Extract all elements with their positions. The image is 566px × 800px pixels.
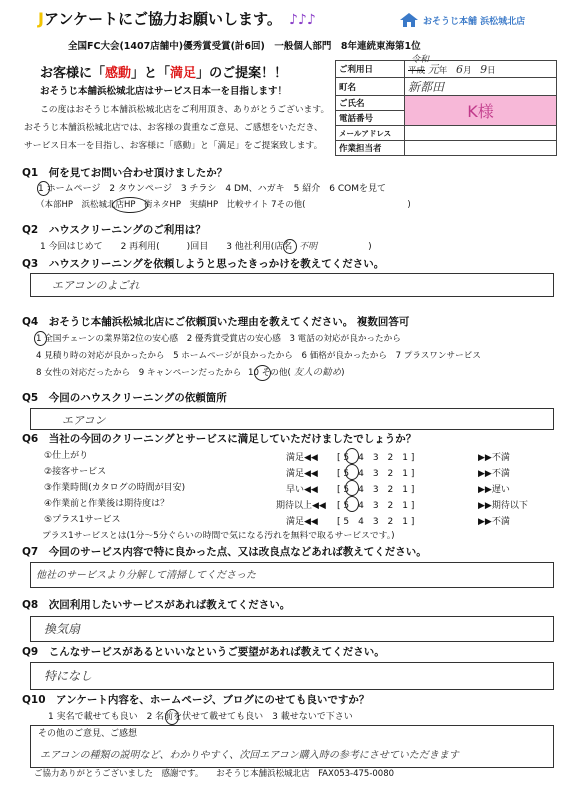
intro-line-4: サービス日本一を目指し、お客様に「感動」と「満足」をご提案致します。 bbox=[24, 141, 323, 151]
footer: ご協力ありがとうございました 感謝です。 おそうじ本舗浜松城北店 FAX053-475-0080 bbox=[34, 769, 395, 779]
header-title: アンケートにご協力お願いします。 bbox=[43, 10, 282, 28]
name-value[interactable]: K様 bbox=[405, 96, 557, 126]
q6-item-3-label: ③作業時間(カタログの時間が目安) bbox=[44, 483, 186, 493]
q7-answer: 他社のサービスより分解して清掃してくださった bbox=[36, 570, 256, 581]
proposal-line bbox=[40, 62, 287, 81]
q6-item-2-scale[interactable]: [ 5 4 3 2 1 ] bbox=[337, 469, 415, 479]
q6-item-3-right: ▶▶遅い bbox=[478, 485, 510, 495]
q10-other-answer: エアコンの種類の説明など、わかりやすく、次回エアコン購入時の参考にさせていただきます bbox=[40, 750, 459, 761]
q4-circle-10 bbox=[254, 365, 271, 381]
q9-question: Q9 こんなサービスがあるといいなというご要望があれば教えてください。 bbox=[22, 646, 385, 658]
award-line: 全国FC大会(1407店舗中)優秀賞受賞(計6回) 一般個人部門 8年連続東海第1位 bbox=[68, 41, 421, 52]
q6-item-3-circle bbox=[345, 480, 359, 496]
staff-row bbox=[336, 141, 557, 156]
q6-item-1-circle bbox=[345, 448, 359, 464]
q4-question: Q4 おそうじ本舗浜松城北店にご依頼頂いた理由を教えてください。 複数回答可 bbox=[22, 316, 410, 328]
q6-note: プラス1サービスとは(1分～5分ぐらいの時間で気になる汚れを無料で取るサービスです。) bbox=[42, 531, 395, 541]
town-value[interactable]: 新都田 bbox=[405, 78, 557, 96]
q6-item-5-right: ▶▶不満 bbox=[478, 517, 510, 527]
q7-question: Q7 今回のサービス内容で特に良かった点、又は改良点などあれば教えてください。 bbox=[22, 546, 427, 558]
q6-item-1-right: ▶▶不満 bbox=[478, 453, 510, 463]
q4-circle-1 bbox=[34, 331, 47, 346]
q8-answer-box[interactable] bbox=[30, 616, 554, 642]
q2-options[interactable] bbox=[40, 241, 372, 253]
town-label: 町名 bbox=[336, 78, 405, 96]
header-title-j: J bbox=[38, 9, 44, 28]
name-row bbox=[336, 96, 557, 111]
q6-item-4-scale[interactable]: [ 5 4 3 2 1 ] bbox=[337, 501, 415, 511]
q6-item-2-left: 満足◀◀ bbox=[286, 469, 318, 479]
q1-options[interactable]: 1 ホームページ 2 タウンページ 3 チラシ 4 DM、ハガキ 5 紹介 6 COMを見て bbox=[38, 184, 386, 194]
mail-label: メールアドレス bbox=[336, 126, 405, 141]
q4-line-3-text: 8 女性の対応だったから 9 キャンペーンだったから bbox=[36, 368, 242, 378]
proposal-pre: お客様に「 bbox=[40, 66, 106, 81]
q9-answer: 特になし bbox=[44, 669, 93, 683]
q6-item-2-right: ▶▶不満 bbox=[478, 469, 510, 479]
q6-question: Q6 当社の今回のクリーニングとサービスに満足していただけましたでしょうか？ bbox=[22, 433, 417, 445]
q1-sub-options[interactable]: （本部HP 浜松城北店HP 街ネタHP 実績HP 比較サイト 7その他( ) bbox=[36, 200, 411, 210]
q4-other-label: 10 その他( bbox=[248, 368, 291, 378]
house-logo-icon bbox=[398, 12, 420, 28]
q8-answer: 換気扇 bbox=[44, 622, 81, 636]
q3-question: Q3 ハウスクリーニングを依頼しようと思ったきっかけを教えてください。 bbox=[22, 258, 385, 270]
q2-question: Q2 ハウスクリーニングのご利用は？ bbox=[22, 224, 206, 236]
header-title-row bbox=[38, 8, 316, 29]
date-day: 9 bbox=[480, 63, 488, 76]
q5-answer-box[interactable] bbox=[30, 408, 554, 430]
q6-item-5-left: 満足◀◀ bbox=[286, 517, 318, 527]
q10-options[interactable]: 1 実名で載せても良い 2 名前を伏せて載せても良い 3 載せないで下さい bbox=[48, 712, 353, 722]
q1-question: Q1 何を見てお問い合わせ頂けましたか？ bbox=[22, 167, 228, 179]
q3-answer: エアコンのよごれ bbox=[52, 279, 140, 292]
era-handwritten: 令和 bbox=[411, 55, 430, 65]
mail-row bbox=[336, 126, 557, 141]
phone-label: 電話番号 bbox=[336, 111, 405, 126]
name-label: ご氏名 bbox=[336, 96, 405, 111]
q10-other-label: その他のご意見、ご感想 bbox=[38, 729, 138, 739]
q6-item-5-label: ⑤プラス1サービス bbox=[44, 515, 121, 525]
music-notes-icon: ♪♪♪ bbox=[288, 12, 316, 28]
intro-line-1: おそうじ本舗浜松城北店はサービス日本一を目指します！ bbox=[40, 86, 288, 97]
q6-item-2-circle bbox=[345, 464, 359, 480]
q4-close: ) bbox=[341, 368, 345, 378]
mail-value[interactable] bbox=[405, 126, 557, 141]
q4-line-1[interactable]: 1 全国チェーンの業界第2位の安心感 2 優秀賞受賞店の安心感 3 電話の対応が良かったから bbox=[36, 334, 401, 344]
date-value[interactable] bbox=[405, 55, 557, 78]
q6-item-4-right: ▶▶期待以下 bbox=[478, 501, 528, 511]
q2-shop-name: 不明 bbox=[299, 242, 318, 252]
q2-options-text: 1 今回はじめて 2 再利用( )回目 3 他社利用(店名 bbox=[40, 242, 293, 252]
q6-item-5-scale[interactable]: [ 5 4 3 2 1 ] bbox=[337, 517, 415, 527]
q4-other-answer: 友人の勧め bbox=[293, 367, 342, 378]
q4-line-3[interactable] bbox=[36, 367, 344, 379]
q6-item-4-left: 期待以上◀◀ bbox=[276, 501, 326, 511]
date-year: 元 bbox=[427, 63, 439, 76]
date-row bbox=[336, 61, 557, 78]
q2-circle-3 bbox=[283, 239, 297, 254]
q2-close: ) bbox=[368, 242, 372, 252]
month-unit: 月 bbox=[462, 66, 472, 76]
q6-item-1-scale[interactable]: [ 5 4 3 2 1 ] bbox=[337, 453, 415, 463]
q6-item-4-circle bbox=[345, 496, 359, 512]
proposal-kando: 感動 bbox=[105, 66, 132, 81]
intro-line-2: この度はおそうじ本舗浜松城北店をご利用頂き、ありがとうございます。 bbox=[40, 105, 330, 115]
proposal-post: 」のご提案！！ bbox=[196, 66, 288, 81]
proposal-manzoku: 満足 bbox=[170, 66, 197, 81]
q5-answer: エアコン bbox=[62, 414, 106, 427]
era-printed: 平成 bbox=[408, 66, 426, 76]
intro-line-3: おそうじ本舗浜松城北店では、お客様の貴重なご意見、ご感想をいただき、 bbox=[24, 123, 323, 133]
q6-item-1-label: ①仕上がり bbox=[44, 451, 89, 461]
q6-item-3-left: 早い◀◀ bbox=[286, 485, 318, 495]
staff-label: 作業担当者 bbox=[336, 141, 405, 156]
q5-question: Q5 今回のハウスクリーニングの依頼箇所 bbox=[22, 392, 227, 404]
date-month: 6 bbox=[455, 63, 463, 76]
customer-info-table bbox=[335, 55, 557, 156]
q1-circle-1 bbox=[37, 181, 50, 196]
q6-item-4-label: ④作業前と作業後は期待度は？ bbox=[44, 499, 170, 509]
town-row bbox=[336, 78, 557, 96]
q10-circle-2 bbox=[165, 709, 179, 725]
q9-answer-box[interactable] bbox=[30, 662, 554, 690]
q4-line-2[interactable]: 4 見積り時の対応が良かったから 5 ホームページが良かったから 6 価格が良かったから 7 プラスワンサービス bbox=[36, 351, 481, 361]
q1-circle-hp bbox=[112, 197, 148, 213]
staff-value[interactable] bbox=[405, 141, 557, 156]
q6-item-2-label: ②接客サービス bbox=[44, 467, 107, 477]
q10-question: Q10 アンケート内容を、ホームページ、ブログにのせても良いですか？ bbox=[22, 694, 370, 706]
q6-item-3-scale[interactable]: [ 5 4 3 2 1 ] bbox=[337, 485, 415, 495]
proposal-mid: 」と「 bbox=[131, 66, 171, 81]
brand-name: おそうじ本舗 浜松城北店 bbox=[423, 16, 526, 27]
q6-item-1-left: 満足◀◀ bbox=[286, 453, 318, 463]
brand-logo bbox=[398, 12, 525, 28]
day-unit: 日 bbox=[487, 66, 496, 76]
date-label: ご利用日 bbox=[336, 61, 405, 78]
q8-question: Q8 次回利用したいサービスがあれば教えてください。 bbox=[22, 599, 291, 611]
year-unit: 年 bbox=[438, 66, 448, 76]
